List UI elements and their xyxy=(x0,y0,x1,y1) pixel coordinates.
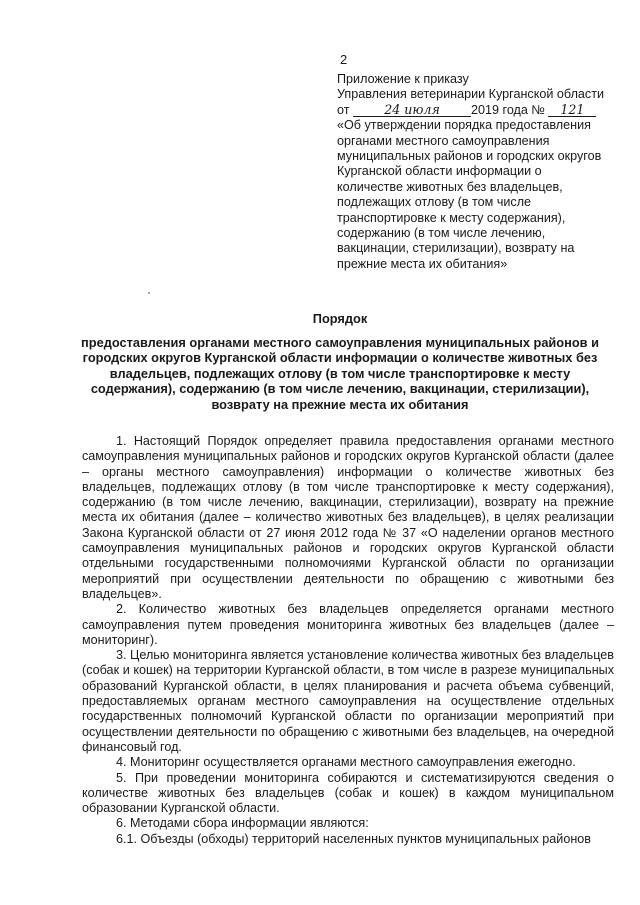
paragraph-3: 3. Целью мониторинга является установление количества животных без владельцев (собак и кошек) на территории Курганской области, в том числе в разрезе муниципальных образований Курганской области, в целях планирования и расчета объема субвенций, предоставляемых органам местного самоуправления на осуществление отдельных государственных полномочий Курганской области по организации мероприятий при осуществлении деятельности по обращению с животными без владельцев, на очередной финансовый год. xyxy=(82,648,614,754)
subject-line: транспортировке к месту содержания), xyxy=(337,210,566,225)
subject-line: муниципальных районов и городских округов xyxy=(337,149,602,164)
year-text: 2019 года № xyxy=(471,102,545,117)
appendix-date-line xyxy=(337,103,627,118)
subject-line: «Об утверждении порядка предоставления xyxy=(337,118,591,133)
date-prefix: от xyxy=(337,102,350,117)
title-subtitle: предоставления органами местного самоуправления муниципальных районов и городских округов Курганской области информации о количестве животных без владельцев, подлежащих отлову (в том числе транспортировке к месту содержания), содержанию (в том числе лечению, вакцинации, стерилизации), возврату на прежние места их обитания xyxy=(81,334,599,412)
paragraph-2: 2. Количество животных без владельцев определяется органами местного самоуправления путем проведения мониторинга животных без владельцев (далее – мониторинг). xyxy=(82,602,614,647)
paragraph-4: 4. Мониторинг осуществляется органами местного самоуправления ежегодно. xyxy=(116,755,576,770)
paragraph-1: 1. Настоящий Порядок определяет правила предоставления органами местного самоуправления муниципальных районов и городских округов Курганской области (далее – органы местного самоуправления) информации о количестве животных без владельцев, подлежащих отлову (в том числе транспортировке к месту содержания), содержанию (в том числе лечению, вакцинации, стерилизации), возврату на прежние места их обитания (далее – количество животных без владельцев), в целях реализации Закона Курганской области от 27 июня 2012 года № 37 «О наделении органов местного самоуправления муниципальных районов и городских округов Курганской области отдельными государственными полномочиями Курганской области по организации мероприятий при осуществлении деятельности по обращению с животными без владельцев». xyxy=(82,434,614,601)
subject-line: органами местного самоуправления xyxy=(337,133,550,148)
subject-line: подлежащих отлову (в том числе xyxy=(337,195,532,210)
subject-line: Курганской области информации о xyxy=(337,164,542,179)
document-body xyxy=(82,434,614,847)
appendix-block xyxy=(337,72,627,272)
paragraph-6-1: 6.1. Объезды (обходы) территорий населенных пунктов муниципальных районов xyxy=(116,831,591,846)
subject-line: вакцинации, стерилизации), возврату на xyxy=(337,241,575,256)
subject-line: прежние места их обитания» xyxy=(337,256,508,271)
paragraph-6: 6. Методами сбора информации являются: xyxy=(116,816,369,831)
paragraph-5: 5. При проведении мониторинга собираются и систематизируются сведения о количестве животных без владельцев (собак и кошек) в каждом муниципальном образовании Курганской области. xyxy=(82,770,614,816)
scan-speck xyxy=(148,292,150,294)
document-title xyxy=(70,311,610,413)
handwritten-number: 121 xyxy=(548,104,596,117)
subject-line: содержанию (в том числе лечению, xyxy=(337,226,546,241)
title-heading: Порядок xyxy=(312,311,368,326)
handwritten-date: 24 июля xyxy=(353,104,471,117)
appendix-line-2: Управления ветеринарии Курганской области xyxy=(337,87,605,102)
subject-line: количестве животных без владельцев, xyxy=(337,179,563,194)
page-number: 2 xyxy=(340,52,348,67)
appendix-line-1: Приложение к приказу xyxy=(337,72,469,86)
